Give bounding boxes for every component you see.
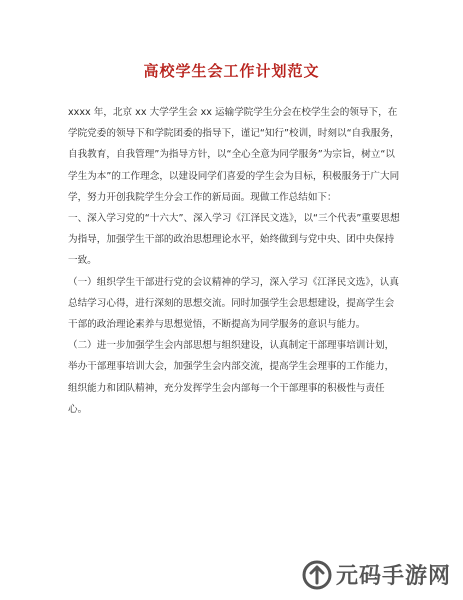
paragraph-section-1-1: （一）组织学生干部进行党的会议精神的学习，深入学习《江泽民文选》，认真总结学习心得，进行深刻的思想交流。同时加强学生会思想建设，提高学生会干部的政治理论素养与思想觉悟，不断提高为同学服务的意识与能力。 — [68, 276, 399, 331]
document-body — [68, 102, 403, 420]
yuanma-logo-icon — [302, 560, 332, 590]
paragraph-intro: xxxx 年，北京 xx 大学学生会 xx 运输学院学生分会在校学生会的领导下，在学院党委的领导下和学院团委的指导下，谨记“知行”校训，时刻以“自我服务，自我教育，自我管理”为指导方针，以“全心全意为同学服务”为宗旨，树立“以学生为本”的工作理念，以建设同学们喜爱的学生会为目标，积极服务于广大同学，努力开创我院学生分会工作的新局面。现做工作总结如下： — [68, 107, 400, 203]
site-watermark — [302, 559, 451, 590]
watermark-text: 元码手游网 — [335, 564, 451, 589]
paragraph-section-1-2: （二）进一步加强学生会内部思想与组织建设，认真制定干部理事培训计划，举办干部理事培训大会，加强学生会内部交流，提高学生会理事的工作能力，组织能力和团队精神，充分发挥学生会内部每一个干部理事的积极性与责任心。 — [68, 340, 395, 415]
paragraph-section-1: 一、深入学习党的“十六大”、深入学习《江泽民文选》，以“三个代表”重要思想为指导，加强学生干部的政治思想理论水平，始终做到与党中央、团中央保持一致。 — [68, 213, 400, 267]
document-title: 高校学生会工作计划范文 — [143, 62, 320, 80]
